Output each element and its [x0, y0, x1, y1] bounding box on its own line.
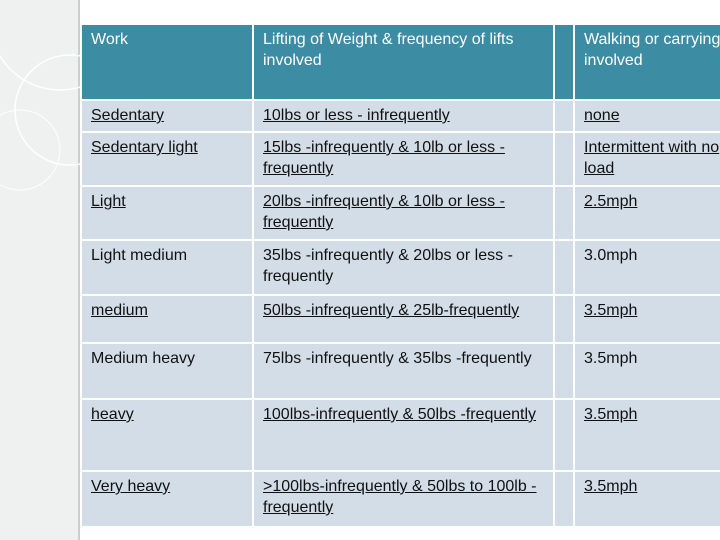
cell-lifting: 20lbs -infrequently & 10lb or less - frequently — [254, 187, 555, 241]
cell-lifting: 50lbs -infrequently & 25lb-frequently — [254, 296, 555, 344]
cell-lifting: >100lbs-infrequently & 50lbs to 100lb -frequently — [254, 472, 555, 528]
table-row — [82, 472, 720, 528]
cell-work: medium — [82, 296, 254, 344]
table-row — [82, 344, 720, 400]
cell-spacer — [555, 187, 575, 241]
header-walking: Walking or carrying involved — [575, 25, 720, 101]
cell-work: Light — [82, 187, 254, 241]
header-lifting: Lifting of Weight & frequency of lifts involved — [254, 25, 555, 101]
cell-walking: 3.5mph — [575, 296, 720, 344]
cell-lifting: 35lbs -infrequently & 20lbs or less -frequently — [254, 241, 555, 296]
cell-spacer — [555, 296, 575, 344]
table-row — [82, 241, 720, 296]
cell-spacer — [555, 101, 575, 133]
cell-work: Sedentary light — [82, 133, 254, 187]
header-spacer — [555, 25, 575, 101]
cell-lifting: 15lbs -infrequently & 10lb or less -frequently — [254, 133, 555, 187]
cell-spacer — [555, 344, 575, 400]
cell-spacer — [555, 241, 575, 296]
cell-spacer — [555, 400, 575, 472]
cell-lifting: 75lbs -infrequently & 35lbs -frequently — [254, 344, 555, 400]
work-classification-table — [82, 25, 720, 528]
table-row — [82, 187, 720, 241]
cell-walking: 3.5mph — [575, 400, 720, 472]
table-header-row — [82, 25, 720, 101]
table-row — [82, 400, 720, 472]
data-table — [82, 25, 720, 528]
cell-work: Sedentary — [82, 101, 254, 133]
cell-work: heavy — [82, 400, 254, 472]
cell-lifting: 10lbs or less - infrequently — [254, 101, 555, 133]
cell-spacer — [555, 472, 575, 528]
cell-work: Medium heavy — [82, 344, 254, 400]
cell-lifting: 100lbs-infrequently & 50lbs -frequently — [254, 400, 555, 472]
cell-walking: Intermittent with no load — [575, 133, 720, 187]
cell-spacer — [555, 133, 575, 187]
table-row — [82, 101, 720, 133]
cell-walking: 3.0mph — [575, 241, 720, 296]
cell-work: Very heavy — [82, 472, 254, 528]
cell-walking: 3.5mph — [575, 344, 720, 400]
table-row — [82, 296, 720, 344]
cell-walking: 3.5mph — [575, 472, 720, 528]
cell-walking: 2.5mph — [575, 187, 720, 241]
table-row — [82, 133, 720, 187]
header-work: Work — [82, 25, 254, 101]
cell-work: Light medium — [82, 241, 254, 296]
decorative-circles — [0, 0, 80, 200]
cell-walking: none — [575, 101, 720, 133]
